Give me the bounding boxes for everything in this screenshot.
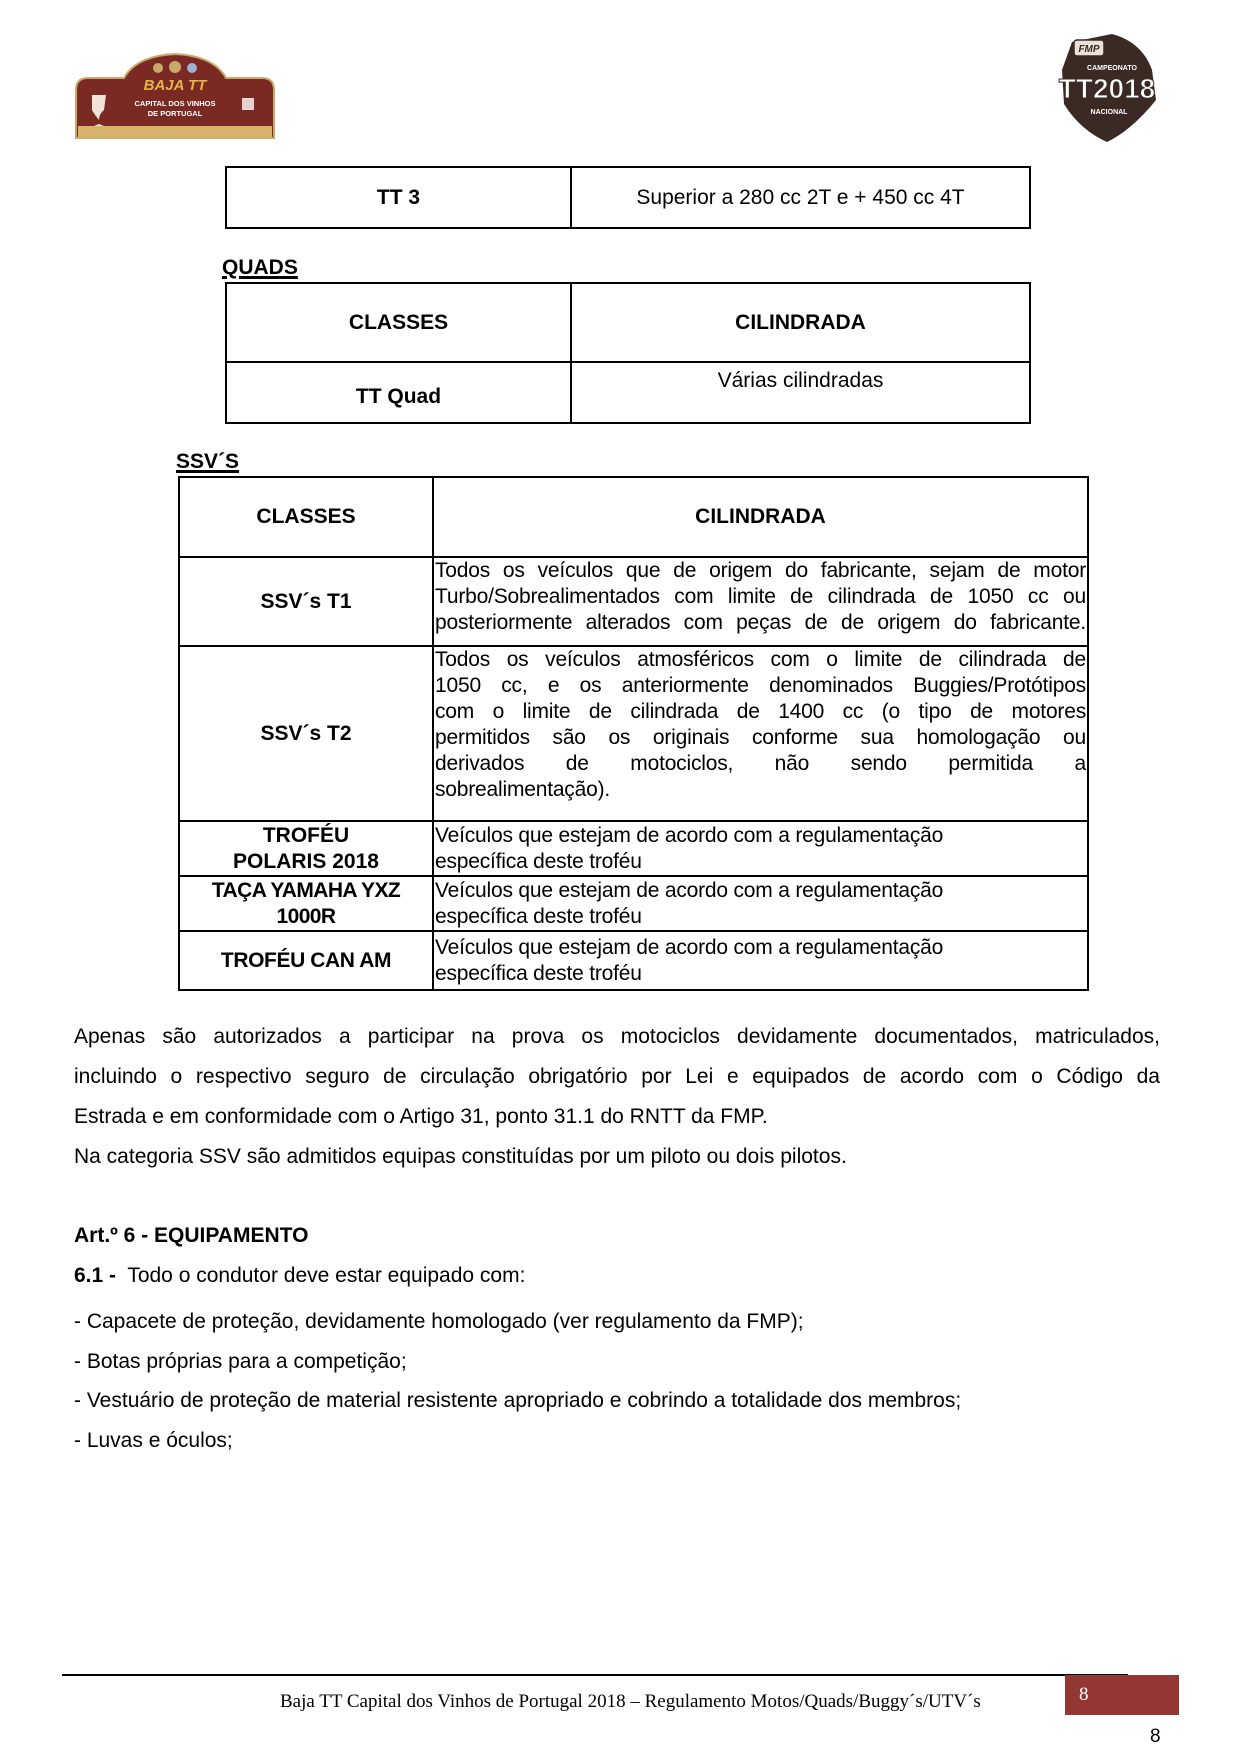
desc-line: específica deste troféu bbox=[435, 849, 642, 873]
table-row bbox=[179, 931, 1088, 990]
desc-line: Turbo/Sobrealimentados com limite de cilindrada de 1050 cc ou bbox=[435, 585, 1086, 608]
displacement-cell bbox=[433, 557, 1088, 646]
header-classes: CLASSES bbox=[179, 477, 433, 557]
desc-line: derivados de motociclos, não sendo permitida a bbox=[435, 752, 1086, 775]
desc-line: Veículos que estejam de acordo com a regulamentação bbox=[435, 823, 944, 847]
baja-tt-logo-icon bbox=[74, 50, 276, 142]
equipment-list bbox=[74, 1302, 961, 1460]
desc-line: Veículos que estejam de acordo com a regulamentação bbox=[435, 935, 944, 959]
quads-section-label: QUADS bbox=[222, 256, 298, 279]
displacement-cell bbox=[433, 646, 1088, 821]
svg-text:NACIONAL: NACIONAL bbox=[1090, 109, 1128, 116]
class-cell: TT Quad bbox=[226, 362, 571, 423]
table-row bbox=[226, 362, 1030, 423]
displacement-cell: Várias cilindradas bbox=[571, 362, 1030, 423]
svg-text:BAJA TT: BAJA TT bbox=[143, 77, 207, 94]
displacement-cell bbox=[433, 931, 1088, 990]
table-row bbox=[179, 876, 1088, 931]
table-row bbox=[226, 167, 1030, 228]
table-header-row bbox=[226, 283, 1030, 362]
class-cell bbox=[179, 821, 433, 876]
header-classes: CLASSES bbox=[226, 283, 571, 362]
desc-line: com o limite de cilindrada de 1400 cc (o tipo de motores bbox=[435, 700, 1086, 723]
class-cell: TT 3 bbox=[226, 167, 571, 228]
tt2018-championship-logo-icon bbox=[1052, 30, 1162, 145]
eligibility-paragraph bbox=[74, 1017, 1160, 1177]
list-item: - Luvas e óculos; bbox=[74, 1428, 233, 1452]
class-line: 1000R bbox=[276, 904, 336, 928]
table-row bbox=[179, 557, 1088, 646]
footer-title: Baja TT Capital dos Vinhos de Portugal 2018 – Regulamento Motos/Quads/Buggy´s/UTV´s bbox=[280, 1691, 981, 1712]
class-line: TAÇA YAMAHA YXZ bbox=[211, 878, 401, 902]
svg-text:TT2018: TT2018 bbox=[1058, 73, 1156, 104]
class-cell bbox=[179, 931, 433, 990]
quads-table bbox=[225, 282, 1031, 424]
table-row bbox=[179, 646, 1088, 821]
article-6-heading: Art.º 6 - EQUIPAMENTO bbox=[74, 1224, 309, 1247]
table-row bbox=[179, 821, 1088, 876]
class-cell: SSV´s T2 bbox=[179, 646, 433, 821]
footer-page-box bbox=[1065, 1675, 1179, 1715]
item-text: Todo o condutor deve estar equipado com: bbox=[127, 1264, 526, 1287]
header-cilindrada: CILINDRADA bbox=[433, 477, 1088, 557]
table-header-row bbox=[179, 477, 1088, 557]
article-6-1-item bbox=[74, 1264, 525, 1288]
class-cell: SSV´s T1 bbox=[179, 557, 433, 646]
paragraph-line: incluindo o respectivo seguro de circulação obrigatório por Lei e equipados de acordo com o Código da bbox=[74, 1065, 1160, 1088]
ssv-table bbox=[178, 476, 1089, 991]
desc-line: específica deste troféu bbox=[435, 904, 642, 928]
paragraph-line: Apenas são autorizados a participar na prova os motociclos devidamente documentados, matriculados, bbox=[74, 1025, 1160, 1048]
desc-line: Todos os veículos atmosféricos com o limite de cilindrada de bbox=[435, 648, 1086, 671]
footer-divider bbox=[62, 1674, 1128, 1676]
desc-line: permitidos são os originais conforme sua homologação ou bbox=[435, 726, 1086, 749]
class-line: TROFÉU CAN AM bbox=[220, 948, 392, 972]
class-line: TROFÉU bbox=[262, 823, 350, 847]
svg-text:DE PORTUGAL: DE PORTUGAL bbox=[147, 109, 203, 118]
ssv-section-label: SSV´S bbox=[176, 450, 240, 473]
page-number: 8 bbox=[1150, 1726, 1161, 1747]
class-cell bbox=[179, 876, 433, 931]
displacement-cell bbox=[433, 876, 1088, 931]
svg-text:CAMPEONATO: CAMPEONATO bbox=[1087, 65, 1137, 72]
list-item: - Vestuário de proteção de material resistente apropriado e cobrindo a totalidade dos membros; bbox=[74, 1389, 962, 1412]
paragraph-line: Na categoria SSV são admitidos equipas constituídas por um piloto ou dois pilotos. bbox=[74, 1145, 847, 1168]
desc-line: posteriormente alterados com peças de de origem do fabricante. bbox=[435, 611, 1086, 634]
desc-line: 1050 cc, e os anteriormente denominados Buggies/Protótipos bbox=[435, 674, 1086, 697]
displacement-cell: Superior a 280 cc 2T e + 450 cc 4T bbox=[571, 167, 1030, 228]
class-line: POLARIS 2018 bbox=[233, 849, 379, 873]
paragraph-line: Estrada e em conformidade com o Artigo 31, ponto 31.1 do RNTT da FMP. bbox=[74, 1105, 768, 1128]
footer-page-number: 8 bbox=[1079, 1684, 1089, 1705]
list-item: - Capacete de proteção, devidamente homologado (ver regulamento da FMP); bbox=[74, 1310, 804, 1333]
header-cilindrada: CILINDRADA bbox=[571, 283, 1030, 362]
list-item: - Botas próprias para a competição; bbox=[74, 1349, 407, 1373]
desc-line: Todos os veículos que de origem do fabricante, sejam de motor bbox=[435, 559, 1086, 582]
desc-line: Veículos que estejam de acordo com a regulamentação bbox=[435, 878, 944, 902]
desc-line: sobrealimentação). bbox=[435, 778, 610, 801]
tt3-table bbox=[225, 166, 1031, 229]
item-number: 6.1 - bbox=[74, 1264, 117, 1287]
displacement-cell bbox=[433, 821, 1088, 876]
svg-text:CAPITAL DOS VINHOS: CAPITAL DOS VINHOS bbox=[134, 99, 216, 108]
desc-line: específica deste troféu bbox=[435, 961, 642, 985]
svg-text:FMP: FMP bbox=[1078, 44, 1100, 55]
